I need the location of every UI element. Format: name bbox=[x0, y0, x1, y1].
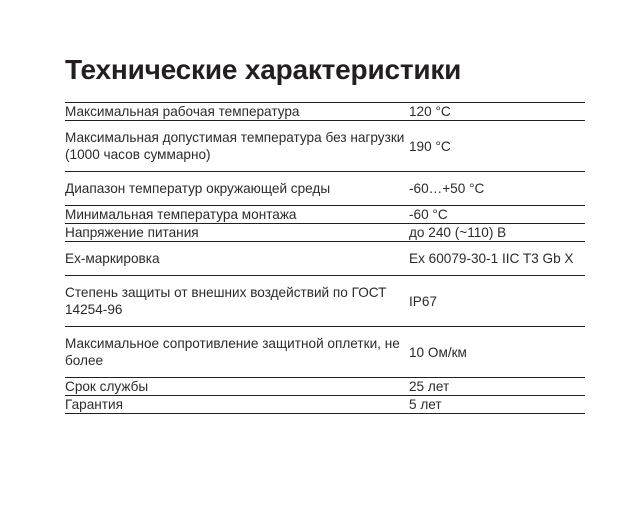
spec-label: Степень защиты от внешних воздействий по ГОСТ 14254-96 bbox=[65, 285, 387, 317]
spec-value: 5 лет bbox=[409, 397, 442, 412]
spec-label: Гарантия bbox=[65, 397, 123, 412]
table-row bbox=[65, 378, 585, 396]
spec-value: Ex 60079-30-1 IIC T3 Gb X bbox=[409, 251, 574, 266]
spec-value: 190 °C bbox=[409, 138, 451, 154]
table-row bbox=[65, 206, 585, 224]
technical-specifications-table bbox=[65, 102, 585, 414]
spec-value: до 240 (~110) В bbox=[409, 225, 507, 240]
table-row bbox=[65, 224, 585, 242]
spec-label: Максимальная допустимая температура без нагрузки (1000 часов суммарно) bbox=[65, 130, 405, 162]
table-row bbox=[65, 327, 585, 378]
spec-label: Напряжение питания bbox=[65, 225, 199, 240]
table-row bbox=[65, 103, 585, 121]
spec-value: 120 °C bbox=[409, 104, 451, 119]
spec-label: Срок службы bbox=[65, 379, 149, 394]
table-row bbox=[65, 396, 585, 414]
spec-value: IP67 bbox=[409, 293, 437, 309]
spec-table-body bbox=[65, 103, 585, 414]
table-row bbox=[65, 242, 585, 276]
spec-value: 10 Ом/км bbox=[409, 344, 467, 360]
spec-label: Максимальная рабочая температура bbox=[65, 104, 300, 119]
spec-value: -60…+50 °C bbox=[409, 181, 485, 196]
table-row bbox=[65, 172, 585, 206]
spec-value: 25 лет bbox=[409, 379, 450, 394]
table-row bbox=[65, 121, 585, 172]
page-title: Технические характеристики bbox=[65, 54, 462, 85]
table-row bbox=[65, 276, 585, 327]
spec-label: Минимальная температура монтажа bbox=[65, 207, 297, 222]
spec-label: Диапазон температур окружающей среды bbox=[65, 181, 331, 196]
spec-value: -60 °C bbox=[409, 207, 448, 222]
spec-label: Максимальное сопротивление защитной оплетки, не более bbox=[65, 336, 400, 368]
spec-label: Ex-маркировка bbox=[65, 251, 160, 266]
